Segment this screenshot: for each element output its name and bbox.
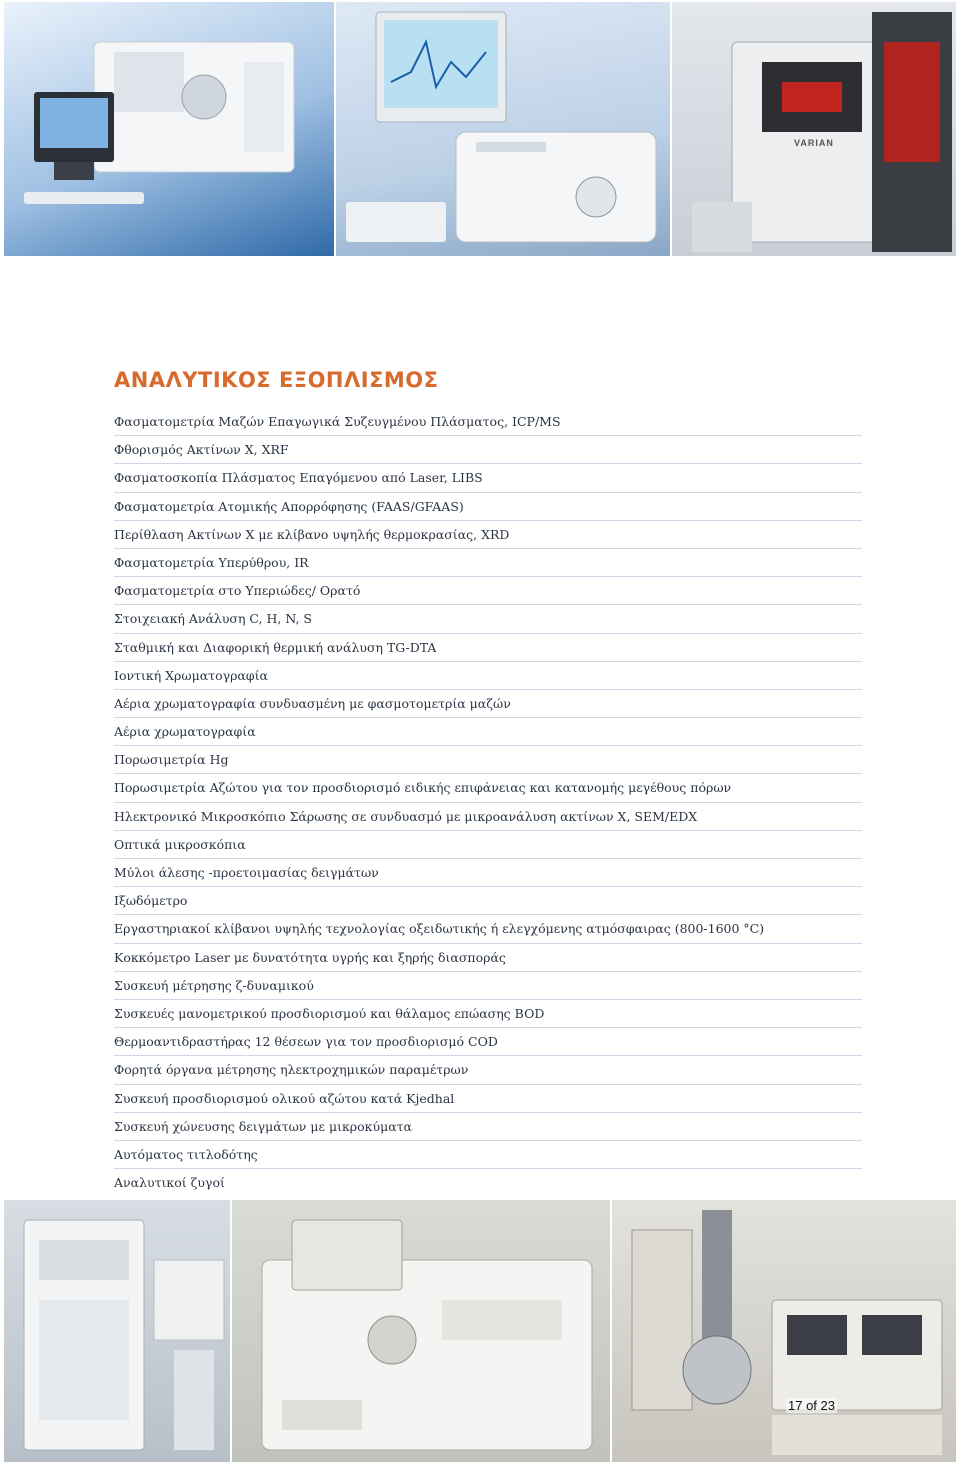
equipment-item: Φθορισμός Ακτίνων X, XRF bbox=[114, 436, 862, 464]
equipment-item: Φασματομετρία Ατομικής Απορρόφησης (FAAS/GFAAS) bbox=[114, 493, 862, 521]
equipment-item: Αέρια χρωματογραφία bbox=[114, 718, 862, 746]
equipment-item: Αέρια χρωματογραφία συνδυασμένη με φασμοτομετρία μαζών bbox=[114, 690, 862, 718]
varian-brand-label: VARIAN bbox=[794, 138, 834, 148]
equipment-item: Ιοντική Χρωματογραφία bbox=[114, 662, 862, 690]
equipment-item: Αυτόματος τιτλοδότης bbox=[114, 1141, 862, 1169]
equipment-item: Φασματομετρία στο Υπεριώδες/ Ορατό bbox=[114, 577, 862, 605]
equipment-item: Μύλοι άλεσης -προετοιμασίας δειγμάτων bbox=[114, 859, 862, 887]
equipment-item: Φασματομετρία Μαζών Επαγωγικά Συζευγμένου Πλάσματος, ICP/MS bbox=[114, 408, 862, 436]
icp-spectrometer-illustration bbox=[232, 1200, 610, 1462]
varian-illustration bbox=[672, 2, 956, 256]
equipment-item: Συσκευές μανομετρικού προσδιορισμού και θάλαμος επώασης BOD bbox=[114, 1000, 862, 1028]
equipment-item: Κοκκόμετρο Laser με δυνατότητα υγρής και ξηρής διασποράς bbox=[114, 944, 862, 972]
sem-microscope-illustration bbox=[612, 1200, 956, 1462]
equipment-item: Εργαστηριακοί κλίβανοι υψηλής τεχνολογίας οξειδωτικής ή ελεγχόμενης ατμόσφαιρας (800-1600 °C) bbox=[114, 915, 862, 943]
photo-varian-instrument bbox=[672, 2, 956, 256]
icp-ms-illustration bbox=[4, 2, 334, 256]
photo-icp-ms-instrument bbox=[4, 2, 334, 256]
equipment-item: Αναλυτικοί ζυγοί bbox=[114, 1175, 225, 1191]
equipment-item: Φασματοσκοπία Πλάσματος Επαγόμενου από Laser, LIBS bbox=[114, 464, 862, 492]
equipment-item: Φασματομετρία Υπερύθρου, IR bbox=[114, 549, 862, 577]
equipment-item: Ιξωδόμετρο bbox=[114, 887, 862, 915]
photo-icp-spectrometer bbox=[232, 1200, 610, 1462]
equipment-item: Οπτικά μικροσκόπια bbox=[114, 831, 862, 859]
equipment-item: Συσκευή μέτρησης ζ-δυναμικού bbox=[114, 972, 862, 1000]
equipment-item: Σταθμική και Διαφορική θερμική ανάλυση TG-DTA bbox=[114, 634, 862, 662]
equipment-item: Ηλεκτρονικό Μικροσκόπιο Σάρωσης σε συνδυασμό με μικροανάλυση ακτίνων X, SEM/EDX bbox=[114, 803, 862, 831]
equipment-item: Πορωσιμετρία Αζώτου για τον προσδιορισμό ειδικής επιφάνειας και κατανομής μεγέθους πόρων bbox=[114, 774, 862, 802]
equipment-item: Περίθλαση Ακτίνων X με κλίβανο υψηλής θερμοκρασίας, XRD bbox=[114, 521, 862, 549]
equipment-item: Στοιχειακή Ανάλυση C, H, N, S bbox=[114, 605, 862, 633]
equipment-list bbox=[114, 408, 862, 1197]
photo-lab-analyzer bbox=[4, 1200, 230, 1462]
equipment-item: Συσκευή προσδιορισμού ολικού αζώτου κατά Kjedhal bbox=[114, 1085, 862, 1113]
photo-sem-microscope bbox=[612, 1200, 956, 1462]
equipment-item: Φορητά όργανα μέτρησης ηλεκτροχημικών παραμέτρων bbox=[114, 1056, 862, 1084]
equipment-item: Θερμοαντιδραστήρας 12 θέσεων για τον προσδιορισμό COD bbox=[114, 1028, 862, 1056]
section-title: ΑΝΑΛΥΤΙΚΟΣ ΕΞΟΠΛΙΣΜΟΣ bbox=[114, 368, 439, 392]
lab-analyzer-illustration bbox=[4, 1200, 230, 1462]
page-number: 17 of 23 bbox=[788, 1398, 835, 1413]
equipment-item: Συσκευή χώνευσης δειγμάτων με μικροκύματα bbox=[114, 1113, 862, 1141]
spectrometer-illustration bbox=[336, 2, 670, 256]
photo-spectrometer-workstation bbox=[336, 2, 670, 256]
equipment-item: Πορωσιμετρία Hg bbox=[114, 746, 862, 774]
